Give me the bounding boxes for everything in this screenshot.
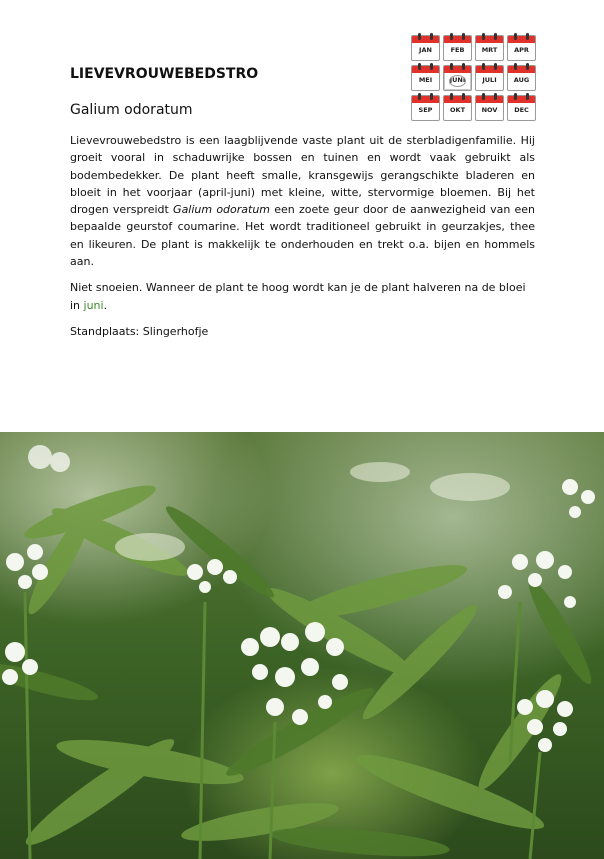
plant-photo — [0, 432, 604, 859]
calendar-month-dec — [507, 95, 536, 121]
month-label: MRT — [481, 46, 498, 54]
month-label: APR — [514, 46, 529, 54]
calendar-month-mei — [411, 65, 440, 91]
month-label: JULI — [482, 76, 497, 84]
calendar-month-okt — [443, 95, 472, 121]
pruning-end: . — [103, 298, 108, 312]
description-paragraph — [70, 132, 535, 270]
flowering-calendar — [411, 35, 538, 121]
month-label: NOV — [481, 106, 498, 114]
month-label: SEP — [418, 106, 433, 114]
pruning-paragraph — [70, 279, 535, 314]
calendar-month-mrt — [475, 35, 504, 61]
month-label: FEB — [450, 46, 465, 54]
location-paragraph: Standplaats: Slingerhofje — [70, 324, 209, 338]
calendar-month-juni — [443, 65, 472, 91]
calendar-month-sep — [411, 95, 440, 121]
pruning-text: Niet snoeien. Wanneer de plant te hoog wordt kan je de plant halveren na de bloei in — [70, 281, 526, 312]
month-label: OKT — [450, 106, 465, 114]
calendar-month-apr — [507, 35, 536, 61]
pruning-month: juni — [83, 298, 104, 312]
description-text: Lievevrouwebedstro is een laagblijvende vaste plant uit de sterbladigenfamilie. Hij groeit vooral in schaduwrijke bossen en tuinen en wordt vaak gebruikt als bodembedekker. De plant heeft smalle, kransgewijs gerangschikte bladeren en bloeit in het voorjaar (april-juni) met kleine, witte, stervormige bloemen. Bij het drogen verspreidt — [70, 134, 535, 217]
month-label: JUNI — [449, 76, 466, 84]
content-body — [70, 132, 535, 349]
latin-name: Galium odoratum — [173, 203, 271, 217]
month-label: DEC — [514, 106, 529, 114]
calendar-month-jan — [411, 35, 440, 61]
calendar-month-feb — [443, 35, 472, 61]
description-text-continued: een zoete geur door de aanwezigheid van een bepaalde geurstof coumarine. Het wordt traditioneel gebruikt in geurzakjes, thee en likeuren. De plant is makkelijk te onderhouden en trekt o.a. bijen en hommels aan. — [70, 203, 536, 269]
month-label: MEI — [418, 76, 433, 84]
calendar-month-nov — [475, 95, 504, 121]
month-label: AUG — [513, 76, 530, 84]
calendar-month-juli — [475, 65, 504, 91]
month-label: JAN — [419, 46, 432, 54]
calendar-month-aug — [507, 65, 536, 91]
page-title: LIEVEVROUWEBEDSTRO — [70, 66, 259, 82]
page-subtitle: Galium odoratum — [70, 102, 193, 118]
